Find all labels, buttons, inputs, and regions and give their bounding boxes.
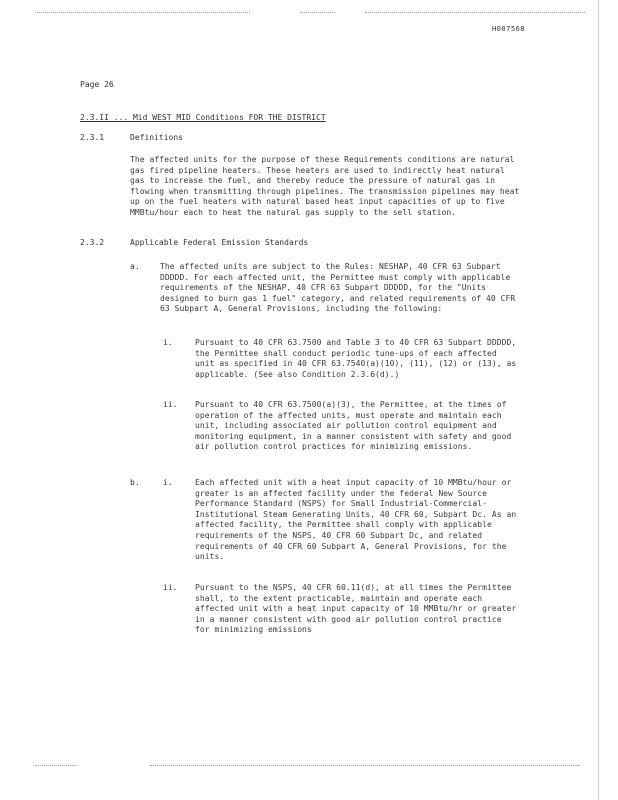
subitem-label-b-i: i. <box>163 478 173 487</box>
subitem-a-i-paragraph: Pursuant to 40 CFR 63.7500 and Table 3 to 40 CFR 63 Subpart DDDDD, the Permittee shall conduct periodic tune-ups of each affected unit as specified in 40 CFR 63.7540(a)(10), (11), (12) or (13), as applicable. (See also Condition 2.3.6(d).) <box>195 338 517 379</box>
subsection-number: 2.3.1 <box>80 133 105 142</box>
subsection-title: Applicable Federal Emission Standards <box>130 238 309 247</box>
scan-dots-top-right <box>365 12 585 15</box>
scan-edge-line <box>598 0 599 800</box>
subitem-a-ii-paragraph: Pursuant to 40 CFR 63.7500(a)(3), the Permittee, at the times of operation of the affected units, must operate and maintain each unit, including associated air pollution control equipment and monitoring equipment, in a manner consistent with safety and good air pollution control practices for minimizing emissions. <box>195 400 512 452</box>
subsection-number: 2.3.2 <box>80 238 105 247</box>
item-label-b: b. <box>130 478 140 487</box>
subitem-label-a-i: i. <box>163 338 173 347</box>
document-id: H007568 <box>492 25 526 33</box>
scan-dots-bottom-right <box>150 765 580 768</box>
item-a-paragraph: The affected units are subject to the Rules: NESHAP, 40 CFR 63 Subpart DDDDD. For each affected unit, the Permittee must comply with applicable requirements of the NESHAP, 40 CFR 63 Subpart DDDDD, for the "Units designed to burn gas 1 fuel" category, and related requirements of 40 CFR 63 Subpart A, General Provisions, including the following: <box>160 262 516 314</box>
subitem-label-a-ii: ii. <box>163 400 178 409</box>
scan-dots-top-left <box>35 12 250 15</box>
section-title: 2.3.II ... Mid WEST MID Conditions FOR THE DISTRICT <box>80 113 326 122</box>
item-label-a: a. <box>130 262 140 271</box>
subitem-b-ii-paragraph: Pursuant to the NSPS, 40 CFR 60.11(d), at all times the Permittee shall, to the extent practicable, maintain and operate each affected unit with a heat input capacity of 10 MMBtu/hr or greater in a manner consistent with good air pollution control practice for minimizing emissions <box>195 583 517 635</box>
page-number: Page 26 <box>80 80 114 89</box>
definitions-paragraph: The affected units for the purpose of these Requirements conditions are natural gas fired pipeline heaters. These heaters are used to indirectly heat natural gas to increase the fuel, and thereby reduce the pressure of natural gas in flowing when transmitting through pipelines. The transmission pipelines may heat up on the fuel heaters with natural based heat input capacities of up to five MMBtu/hour each to heat the natural gas supply to the sell station. <box>130 155 520 217</box>
subitem-label-b-ii: ii. <box>163 583 178 592</box>
subitem-b-i-paragraph: Each affected unit with a heat input capacity of 10 MMBtu/hour or greater is an affected facility under the federal New Source Performance Standard (NSPS) for Small Industrial-Commercial-Institutional Steam Generating Units, 40 CFR 60, Subpart Dc. As an affected facility, the Permittee shall comply with applicable requirements of the NSPS, 40 CFR 60 Subpart Dc, and related requirements of 40 CFR 60 Subpart A, General Provisions, for the units. <box>195 478 517 562</box>
subsection-title: Definitions <box>130 133 183 142</box>
scan-dots-bottom-left <box>35 765 75 768</box>
scan-dots-top-mid <box>300 12 335 15</box>
